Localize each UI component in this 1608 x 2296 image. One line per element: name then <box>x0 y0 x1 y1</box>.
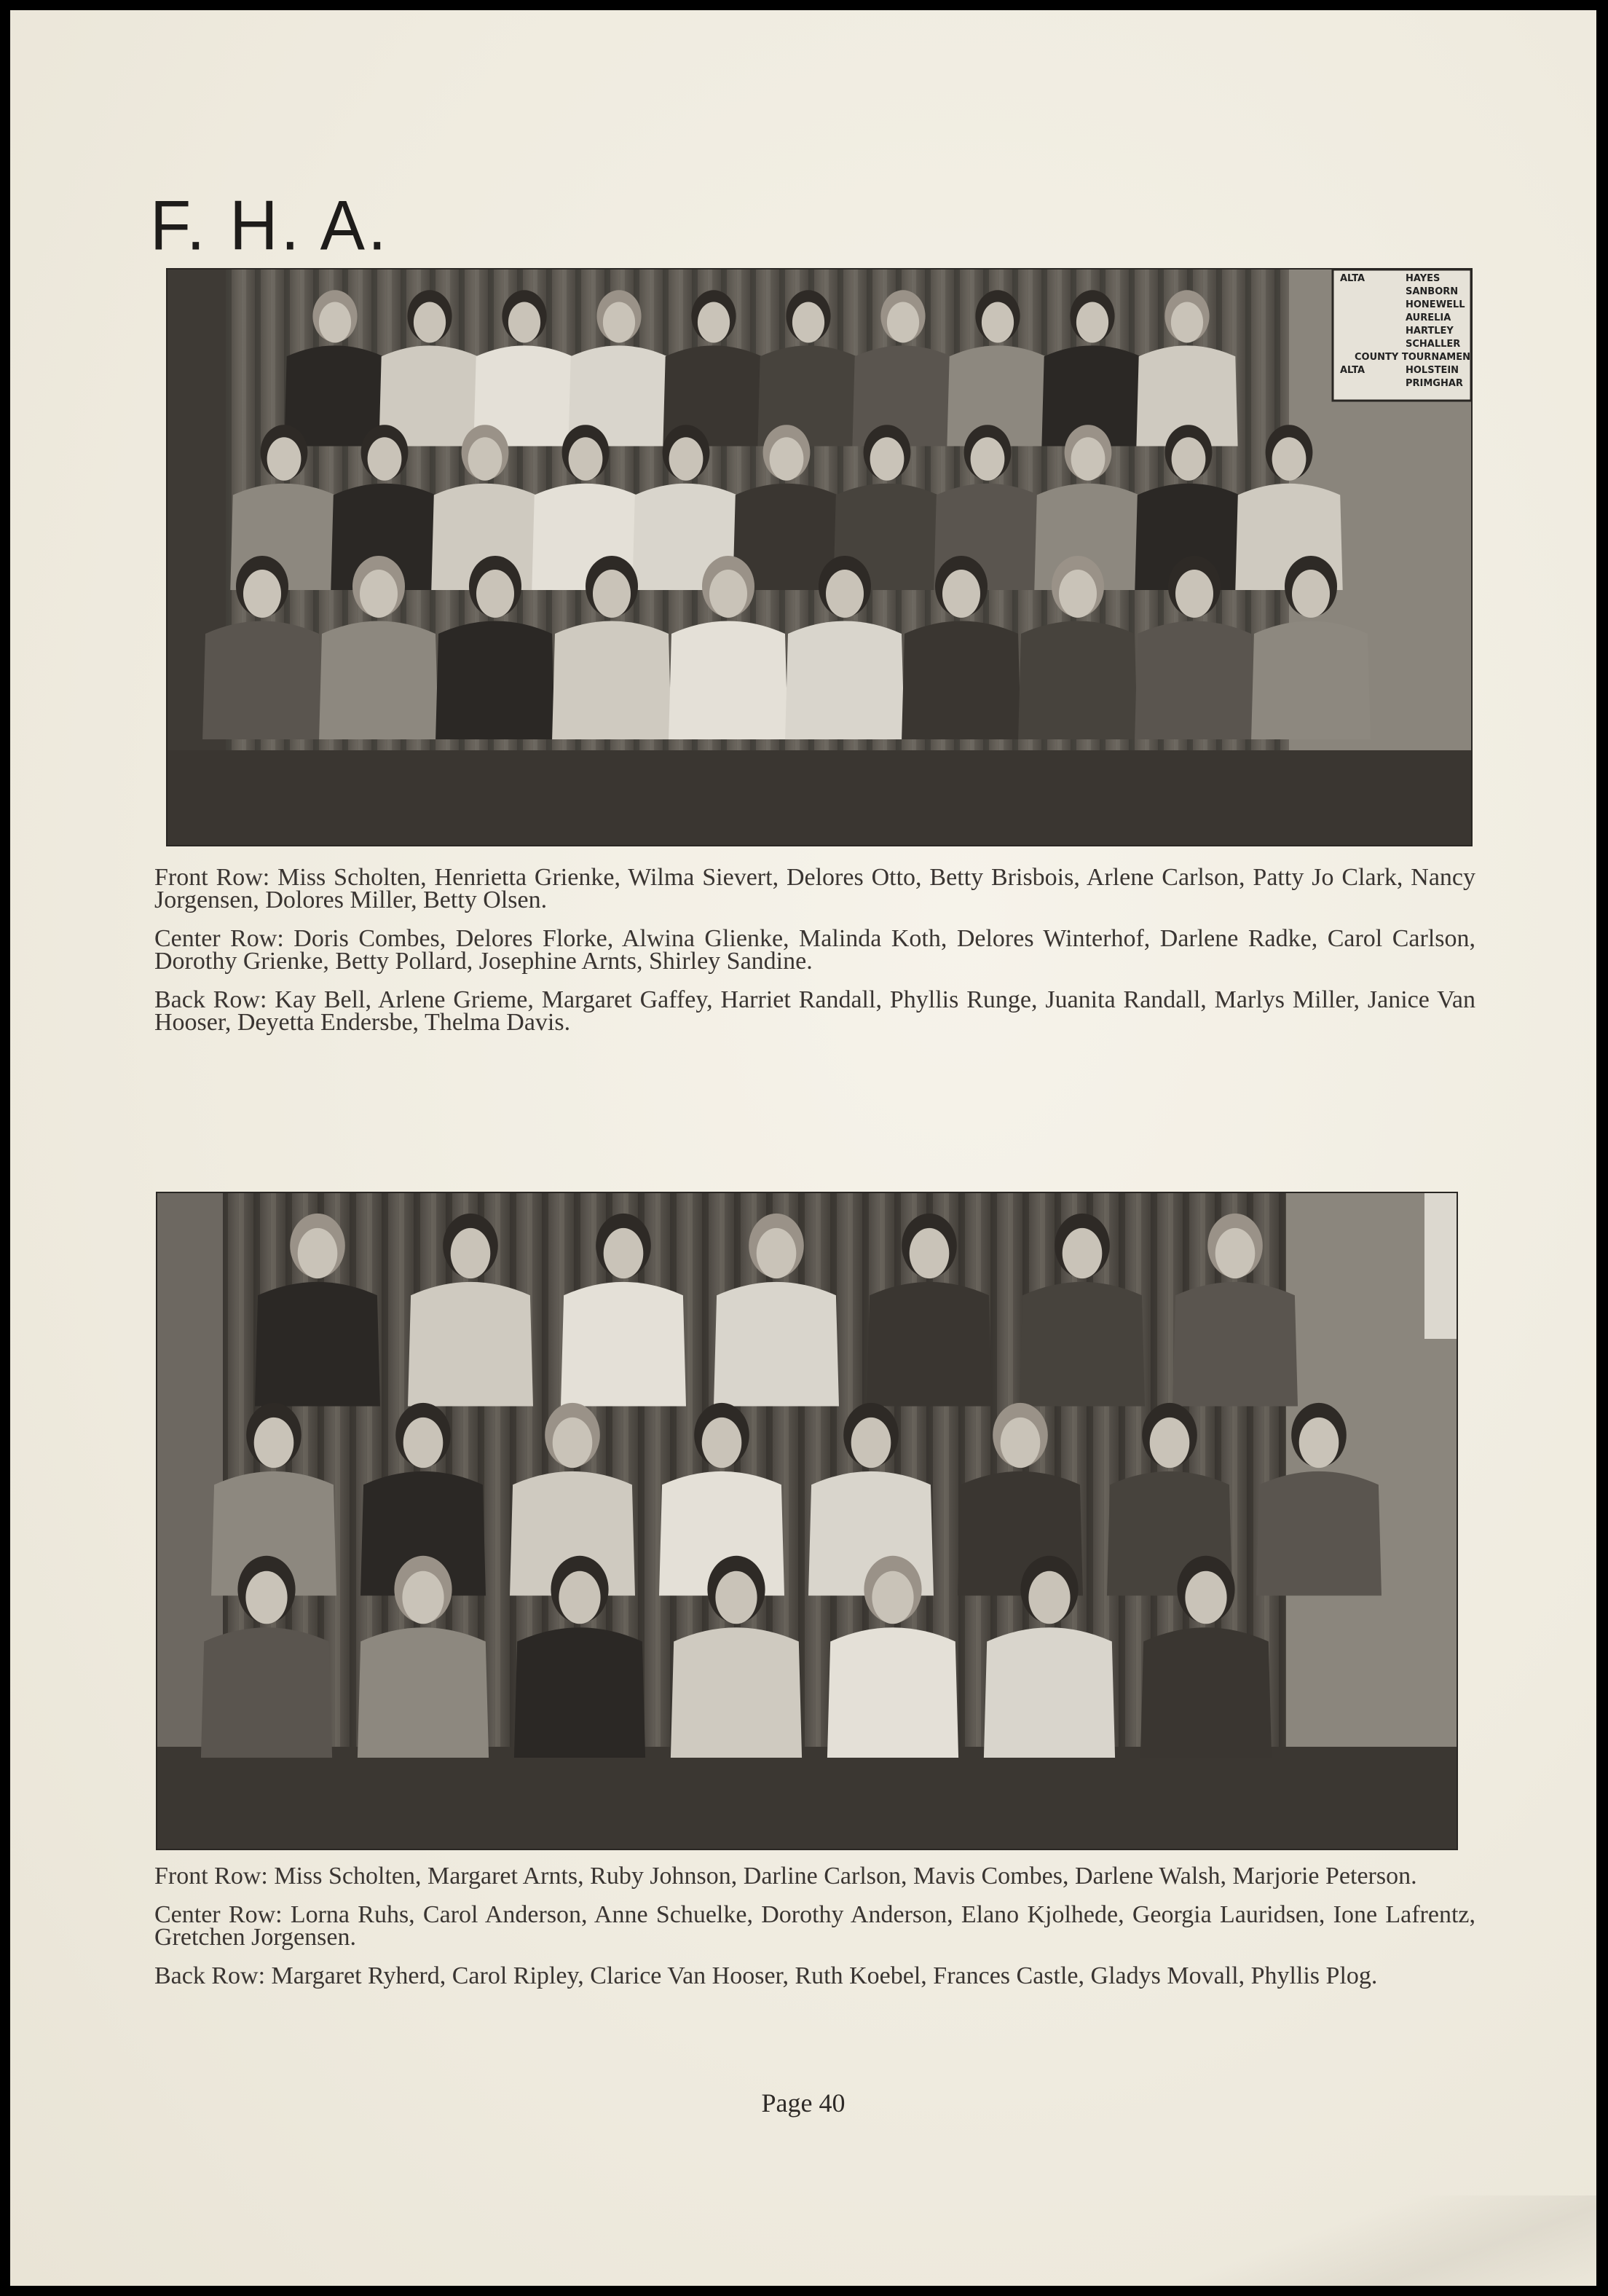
scoreboard <box>1333 270 1471 401</box>
page-heading: F. H. A. <box>150 186 390 265</box>
scoreboard-line: HOLSTEIN <box>1406 365 1459 376</box>
paper-fold-shadow <box>993 2195 1596 2286</box>
caption-front-row: Front Row: Miss Scholten, Henrietta Grienke, Wilma Sievert, Delores Otto, Betty Brisbois, Arlene Carlson, Patty Jo Clark, Nancy Jorgensen, Dolores Miller, Betty Olsen. <box>154 864 1475 913</box>
caption-center-row: Center Row: Lorna Ruhs, Carol Anderson, Anne Schuelke, Dorothy Anderson, Elano Kjolhede, Georgia Lauridsen, Ione Lafrentz, Gretchen Jorgensen. <box>154 1901 1475 1951</box>
group-photo-2 <box>156 1192 1458 1850</box>
caption-back-row: Back Row: Margaret Ryherd, Carol Ripley, Clarice Van Hooser, Ruth Koebel, Frances Castle, Gladys Movall, Phyllis Plog. <box>154 1962 1378 1989</box>
scoreboard-line: SCHALLER <box>1406 339 1461 350</box>
scoreboard-line: COUNTY TOURNAMEN <box>1355 352 1470 363</box>
group-photo-1 <box>166 268 1473 846</box>
scoreboard-line: ALTA <box>1340 365 1365 376</box>
caption-back-row: Back Row: Kay Bell, Arlene Grieme, Margaret Gaffey, Harriet Randall, Phyllis Runge, Juanita Randall, Marlys Miller, Janice Van Hooser, Deyetta Endersbe, Thelma Davis. <box>154 986 1475 1036</box>
scoreboard-line: HARTLEY <box>1406 326 1454 337</box>
scoreboard-line: SANBORN <box>1406 286 1459 297</box>
scoreboard-line: PRIMGHAR <box>1406 378 1463 389</box>
caption-photo-1 <box>154 866 1475 1050</box>
caption-front-row: Front Row: Miss Scholten, Margaret Arnts, Ruby Johnson, Darline Carlson, Mavis Combes, Darlene Walsh, Marjorie Peterson. <box>154 1863 1417 1890</box>
group-photo-1-image <box>168 270 1471 845</box>
scoreboard-line: HAYES <box>1406 273 1440 284</box>
yearbook-page <box>10 10 1596 2286</box>
caption-center-row: Center Row: Doris Combes, Delores Florke, Alwina Glienke, Malinda Koth, Delores Winterhof, Darlene Radke, Carol Carlson, Dorothy Grienke, Betty Pollard, Josephine Arnts, Shirley Sandine. <box>154 925 1475 975</box>
scoreboard-line: ALTA <box>1340 273 1365 284</box>
scoreboard-line: HONEWELL <box>1406 299 1465 310</box>
scoreboard-line: AURELIA <box>1406 312 1451 323</box>
page-number: Page 40 <box>761 2088 846 2118</box>
group-photo-2-image <box>157 1193 1457 1849</box>
caption-photo-2 <box>154 1865 1475 2003</box>
